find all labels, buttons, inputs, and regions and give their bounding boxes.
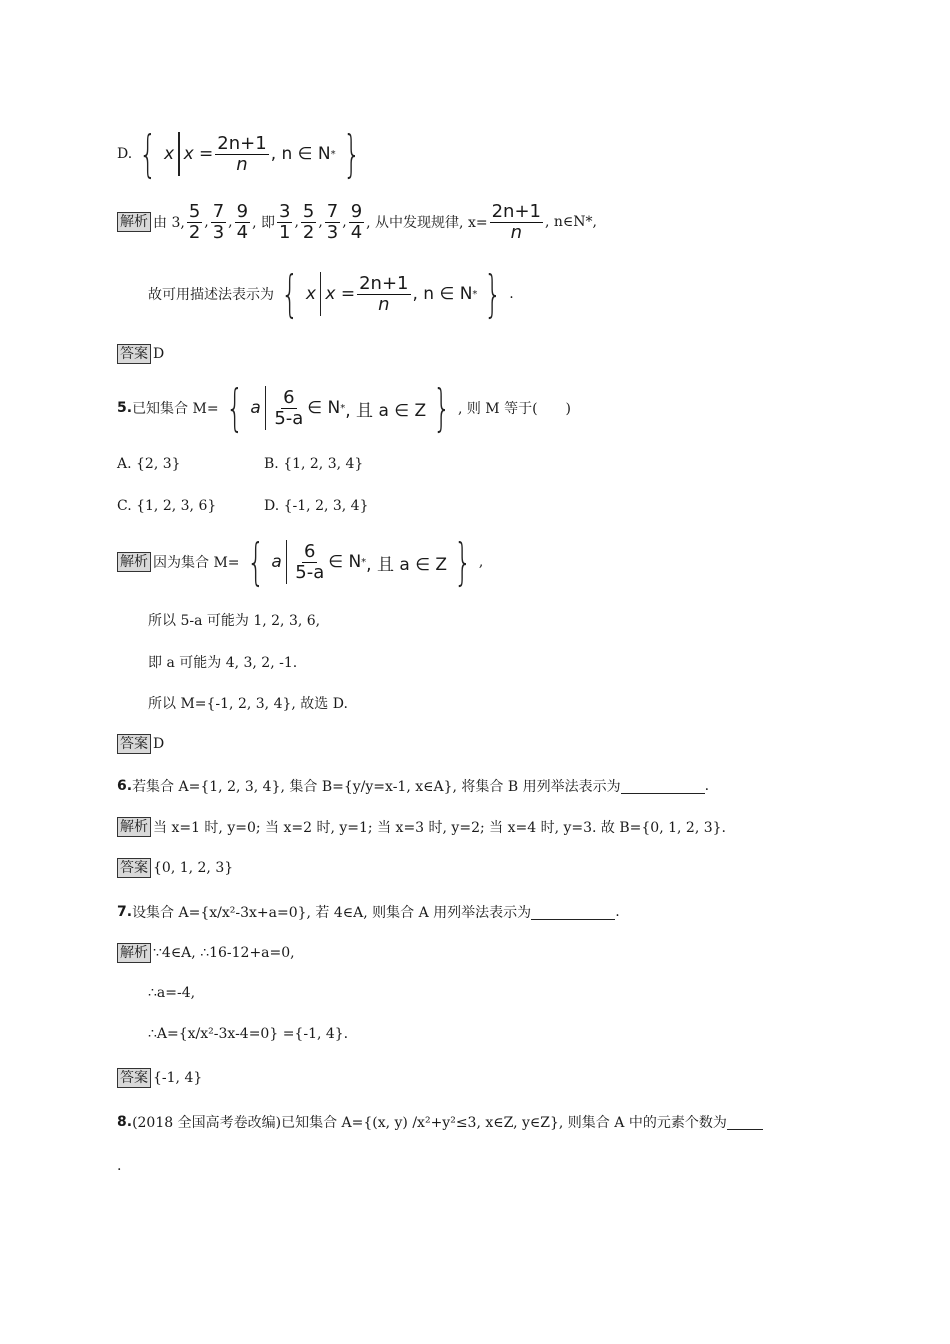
q7-analysis — [117, 943, 295, 963]
option-label: D. — [117, 146, 133, 162]
set-builder: { a $\frac{6}{5-a}$ ∈ N * , 且 a ∈ Z } — [246, 533, 472, 591]
line-end: . — [509, 286, 514, 302]
q5-line-3: 所以 M={-1, 2, 3, 4}, 故选 D. — [148, 696, 348, 712]
left-brace: { — [139, 125, 157, 183]
answer-blank[interactable] — [727, 1115, 763, 1130]
question-number: 7. — [117, 904, 133, 920]
question-number: 5. — [117, 400, 133, 416]
analysis-line2-text: 故可用描述法表示为 — [148, 287, 274, 303]
condition: , n ∈ N — [270, 144, 331, 164]
answer-tag: 答案 — [117, 858, 151, 878]
set-builder: { a $\frac{6}{5-a}$ ∈ N * , 且 a ∈ Z } — [225, 379, 451, 437]
analysis-a: 因为集合 M= — [153, 555, 240, 571]
q7-line-2: ∴a=-4, — [148, 985, 196, 1001]
fraction: $\frac{6}{5-a}$ — [295, 540, 325, 583]
analysis-tag: 解析 — [117, 552, 151, 572]
set-var: x — [164, 144, 175, 164]
q5-analysis: 解析 因为集合 M= { a $\frac{6}{5-a}$ ∈ N * , 且 a ∈ Z } , — [117, 536, 483, 588]
fraction: $\frac{7}{3}$ — [326, 200, 339, 243]
stem-text: 若集合 A={1, 2, 3, 4}, 集合 B={y/y=x-1, x∈A}, 将集合 B 用列举法表示为 — [132, 779, 621, 795]
fraction: $\frac{7}{3}$ — [212, 200, 225, 243]
fraction: $\frac{2n+1}{n}$ — [217, 132, 267, 175]
analysis-after: , 从中发现规律, x= — [366, 215, 488, 231]
answer-blank[interactable] — [531, 905, 615, 920]
answer-blank[interactable] — [621, 779, 705, 794]
fraction: $\frac{6}{5-a}$ — [274, 386, 304, 429]
option-d[interactable]: D. {-1, 2, 3, 4} — [264, 498, 369, 514]
answer-value: D — [153, 736, 165, 752]
answer-value: {-1, 4} — [153, 1070, 203, 1086]
rule-tail: , n∈N*, — [545, 214, 597, 230]
fraction: $\frac{5}{2}$ — [302, 200, 315, 243]
q4-answer — [117, 343, 164, 365]
fraction: $\frac{5}{2}$ — [188, 200, 201, 243]
q5-stem — [117, 379, 572, 437]
option-c[interactable]: C. {1, 2, 3, 6} — [117, 498, 217, 514]
q5-line-2: 即 a 可能为 4, 3, 2, -1. — [148, 655, 298, 671]
right-brace: } — [342, 125, 361, 183]
q6-analysis — [117, 817, 726, 837]
q7-stem: 7. 设集合 A={x/x²-3x+a=0}, 若 4∈A, 则集合 A 用列举法表示为 . — [117, 904, 620, 921]
option-d-formula — [117, 125, 367, 183]
option-a[interactable]: A. {2, 3} — [117, 456, 181, 472]
answer-value: {0, 1, 2, 3} — [153, 860, 234, 876]
set-builder — [132, 125, 367, 183]
set-bar — [178, 132, 180, 176]
analysis-tag: 解析 — [117, 817, 151, 837]
fraction: $\frac{2n+1}{n}$ — [359, 272, 409, 315]
analysis-intro: 由 3, — [153, 215, 185, 231]
q8-end: . — [117, 1158, 122, 1174]
stem-a: 已知集合 M= — [132, 401, 219, 417]
q8-stem — [117, 1112, 763, 1132]
question-number: 8. — [117, 1114, 133, 1130]
answer-tag: 答案 — [117, 1068, 151, 1088]
answer-value: D — [153, 346, 165, 362]
answer-tag: 答案 — [117, 344, 151, 364]
fraction: $\frac{9}{4}$ — [350, 200, 363, 243]
analysis-tag: 解析 — [117, 943, 151, 963]
star: * — [330, 148, 336, 160]
q6-answer — [117, 858, 233, 878]
analysis-mid: , 即 — [252, 215, 275, 231]
option-b[interactable]: B. {1, 2, 3, 4} — [264, 456, 364, 472]
analysis-text: 当 x=1 时, y=0; 当 x=2 时, y=1; 当 x=3 时, y=2; 当 x=4 时, y=3. 故 B={0, 1, 2, 3}. — [153, 820, 726, 836]
stem-b: , 则 M 等于( ) — [457, 401, 572, 417]
q7-answer — [117, 1068, 202, 1088]
analysis-line-1: ∵4∈A, ∴16-12+a=0, — [153, 945, 295, 961]
stem-text: 设集合 A={x/x²-3x+a=0}, 若 4∈A, 则集合 A 用列举法表示为 — [132, 905, 532, 921]
fraction: $\frac{9}{4}$ — [236, 200, 249, 243]
answer-tag: 答案 — [117, 734, 151, 754]
analysis-tag: 解析 — [117, 212, 151, 232]
q7-line-3: ∴A={x/x²-3x-4=0} ={-1, 4}. — [148, 1026, 349, 1042]
fraction: $\frac{3}{1}$ — [278, 200, 291, 243]
eq-lhs: x = — [183, 144, 214, 164]
q5-line-1: 所以 5-a 可能为 1, 2, 3, 6, — [148, 613, 321, 629]
q4-analysis-line2 — [148, 265, 514, 323]
stem-text: (2018 全国高考卷改编)已知集合 A={(x, y) /x²+y²≤3, x∈Z, y∈Z}, 则集合 A 中的元素个数为 — [132, 1115, 727, 1131]
rule-fraction: $\frac{2n+1}{n}$ — [491, 200, 541, 243]
q4-analysis: 解析 由 3, $\frac{5}{2}$ , $\frac{7}{3}$ , $\frac{9}{4}$ , 即 $\frac{3}{1}$ , $\frac{5}{2}$ , $\frac{7}{3}$ , $\frac{9}{4}$ , 从中发现规律, x= $\frac{2n+1}{n}$ , n∈N*, — [117, 196, 597, 248]
set-builder: { x x = $\frac{2n+1}{n}$ , n ∈ N * } — [281, 265, 503, 323]
question-number: 6. — [117, 778, 133, 794]
q6-stem: 6. 若集合 A={1, 2, 3, 4}, 集合 B={y/y=x-1, x∈A}, 将集合 B 用列举法表示为 . — [117, 778, 710, 795]
q5-answer — [117, 733, 164, 755]
